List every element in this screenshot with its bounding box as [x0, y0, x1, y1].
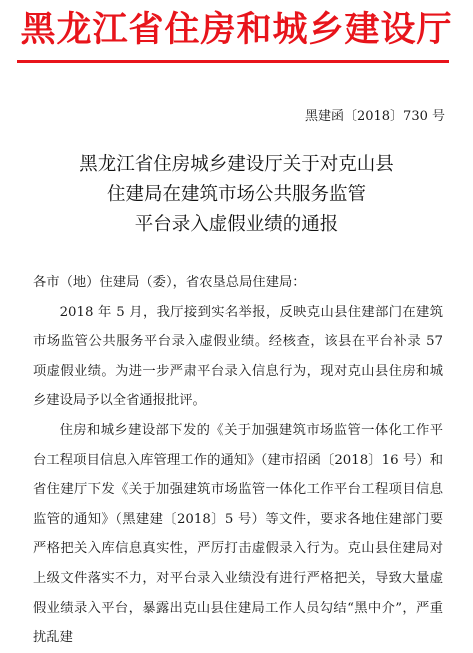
red-divider-line: [17, 60, 449, 63]
title-line-2: 住建局在建筑市场公共服务监管: [106, 184, 366, 205]
document-number: 黑建函〔2018〕730 号: [304, 109, 445, 124]
document-title: [0, 150, 473, 240]
salutation: 各市（地）住建局（委），省农垦总局住建局：: [33, 275, 306, 290]
masthead-title: 黑龙江省住房和城乡建设厅: [20, 9, 453, 50]
title-line-3: 平台录入虚假业绩的通报: [134, 214, 339, 235]
paragraph-2: 住房和城乡建设部下发的《关于加强建筑市场监管一体化工作平台工程项目信息入库管理工作的通知》（建市招函〔2018〕16 号）和省住建厅下发《关于加强建筑市场监管一体化工作平台工程项目信息监管的通知》（黑建建〔2018〕5 号）等文件，要求各地住建部门要严格把关入库信息真实性，严厉打击虚假录入行为。克山县住建局对上级文件落实不力，对平台录入业绩没有进行严格把关，导致大量虚假业绩录入平台，暴露出克山县住建局工作人员勾结“黑中介”，严重扰乱建: [33, 422, 443, 646]
paragraph-1: 2018 年 5 月，我厅接到实名举报，反映克山县住建部门在建筑市场监管公共服务平台录入虚假业绩。经核查，该县在平台补录 57 项虚假业绩。为进一步严肃平台录入信息行为，现对克山县住房和城乡建设局予以全省通报批评。: [33, 304, 443, 409]
document-body: [33, 268, 443, 653]
title-line-1: 黑龙江省住房城乡建设厅关于对克山县: [79, 154, 394, 175]
